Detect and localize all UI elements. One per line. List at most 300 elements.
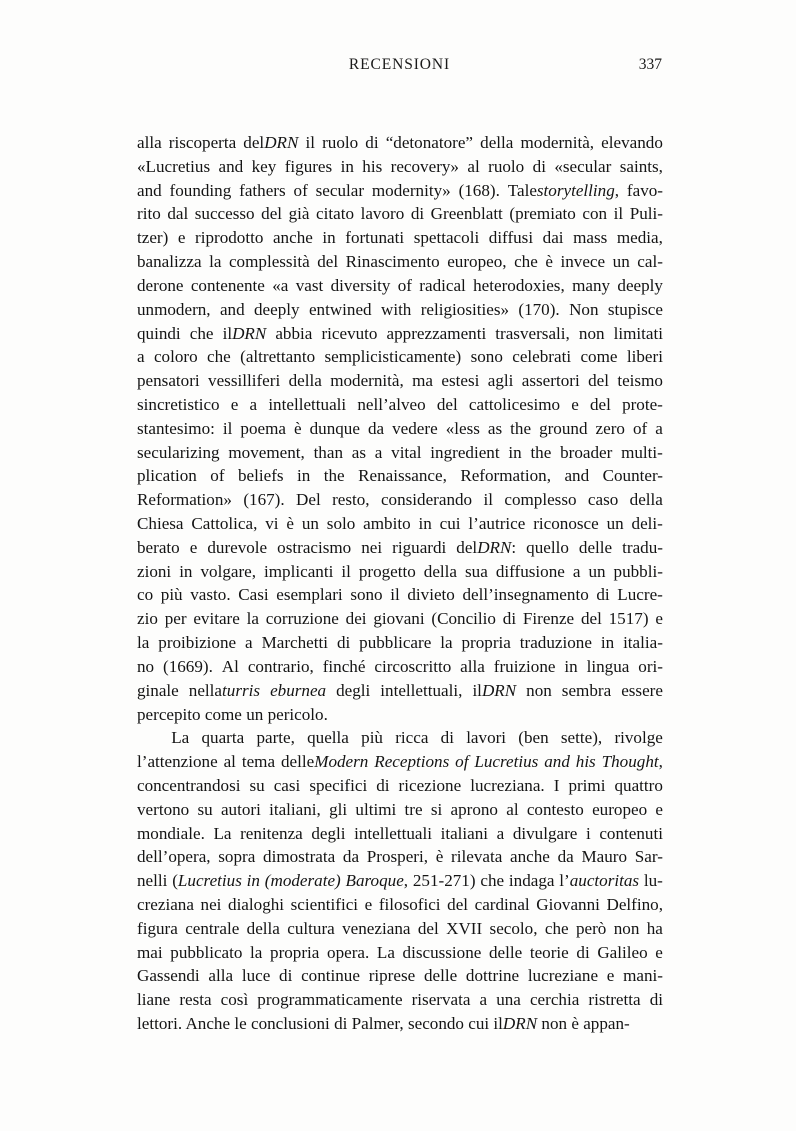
text-run: continue (301, 966, 360, 986)
text-run: degli (336, 680, 371, 700)
text-run: si (430, 799, 443, 819)
text-line (137, 750, 663, 774)
text-run: sincretistico (137, 394, 220, 414)
italic-term: auctoritas (569, 871, 640, 891)
text-run: e (230, 394, 239, 414)
italic-term: Lucretius (474, 752, 539, 772)
text-run: (167). (243, 490, 285, 510)
text-run: un (606, 514, 624, 533)
text-run: Cattolica, (191, 514, 258, 533)
text-run: con (582, 204, 608, 224)
body-text-block (137, 131, 663, 1036)
text-run: ristretta (588, 990, 641, 1010)
text-run: and (218, 156, 244, 176)
text-run: renitenza (240, 823, 303, 843)
text-run: riconosce (533, 514, 599, 533)
text-run: durevole (207, 537, 268, 557)
text-run: di (502, 609, 517, 629)
text-run: citato (316, 204, 355, 224)
text-run: secularizing (137, 442, 220, 462)
text-run: celebrati (512, 347, 572, 367)
text-run: rito (137, 204, 161, 224)
text-run: solo (326, 514, 356, 533)
text-run: in (418, 514, 432, 533)
text-run: e (177, 228, 186, 248)
text-run: Gassendi (137, 966, 200, 986)
italic-term: and (544, 752, 570, 772)
text-run: ricca (395, 728, 429, 748)
text-run: (altrettanto (240, 347, 316, 367)
text-run: il (305, 133, 315, 152)
text-run: a (137, 347, 145, 367)
text-run: modernity» (371, 180, 451, 200)
text-run: Galileo (597, 942, 648, 962)
text-run: with (380, 299, 412, 319)
italic-term: DRN (481, 680, 517, 700)
text-run: della (288, 371, 322, 391)
text-run: and (137, 180, 162, 200)
text-run: dell’insegnamento (462, 585, 589, 605)
text-run: the (323, 466, 345, 486)
text-run: il (222, 418, 233, 438)
text-run: e (655, 799, 663, 819)
text-line (137, 822, 663, 846)
text-run (544, 750, 570, 774)
text-run: di (279, 966, 293, 986)
text-run: a (479, 990, 488, 1010)
text-run: non (526, 680, 552, 700)
text-run: Baroque, (345, 871, 409, 891)
text-run: parte, (256, 728, 295, 748)
text-run: creziana (137, 895, 194, 914)
text-run: più (361, 728, 383, 748)
text-run: (170). (518, 299, 560, 319)
text-run: Firenze (522, 609, 575, 629)
text-run: il (483, 490, 493, 510)
text-run: da (557, 847, 574, 867)
text-run: che (207, 347, 231, 367)
text-run: lavoro (360, 204, 405, 224)
text-run: indaga (508, 871, 555, 891)
text-run: evitare (193, 609, 240, 629)
text-run: cal- (637, 252, 663, 272)
text-run: (Concilio (431, 609, 496, 629)
text-run: gli (329, 799, 348, 819)
text-run: la (250, 942, 263, 962)
italic-term: eburnea (270, 680, 327, 700)
text-line (137, 893, 663, 917)
text-run: e (189, 537, 198, 557)
text-run: pubblicato (170, 942, 243, 962)
text-run: Reformation» (137, 490, 232, 510)
text-line (137, 512, 663, 536)
text-line (137, 536, 663, 560)
text-run: di (440, 728, 454, 748)
text-run: al (506, 799, 519, 819)
text-run: vessilliferi (208, 371, 281, 391)
text-run: quello (526, 537, 569, 557)
text-line: percepito come un pericolo. (137, 704, 328, 724)
text-run: pubblicare (359, 633, 432, 653)
text-run: la (209, 252, 222, 272)
text-run: a (249, 394, 258, 414)
italic-term: DRN (502, 1014, 538, 1034)
text-run: la (440, 633, 453, 653)
text-run: un (612, 252, 630, 272)
text-run: deli- (631, 514, 663, 533)
text-run: ilDRN (472, 680, 517, 700)
text-run: che (544, 918, 569, 938)
text-run: l’attenzione (137, 752, 218, 772)
text-run: filosofici (378, 895, 441, 914)
text-run: zero (595, 418, 625, 438)
text-run: cultura (287, 918, 335, 938)
text-run: media, (616, 228, 663, 248)
running-head (137, 56, 662, 78)
text-run: europeo (592, 799, 648, 819)
text-run: Lucre- (617, 585, 663, 605)
text-run: Delfino, (606, 895, 663, 914)
text-run: in (564, 656, 578, 676)
text-line: lettori. Anche le conclusioni di Palmer, secondo cui ilDRN non è appan- (137, 1014, 630, 1034)
text-run: mondiale. (137, 823, 205, 843)
text-run: zio (137, 609, 158, 629)
text-run: dottrine (465, 966, 520, 986)
text-run: La (171, 728, 190, 748)
text-line (137, 679, 663, 703)
text-run: stantesimo: (137, 418, 215, 438)
text-run: propria (270, 942, 320, 962)
text-run: entwined (308, 299, 372, 319)
text-run: del (417, 918, 439, 938)
text-run: cui (439, 514, 461, 533)
text-run: abbia (275, 323, 313, 343)
text-run: founding (169, 180, 232, 200)
text-run: intellettuali (268, 394, 347, 414)
text-run: veneziana (342, 918, 411, 938)
text-run: liane (137, 990, 171, 1010)
text-run: multi- (621, 442, 663, 462)
text-run (474, 750, 538, 774)
text-run: l’autrice (468, 514, 526, 533)
text-run: Greenblatt (430, 204, 503, 224)
text-run: complesso (504, 490, 577, 510)
text-line (137, 131, 663, 155)
text-run: «Lucretius (137, 156, 211, 176)
text-run: Non (569, 299, 599, 319)
text-run: complessità (228, 252, 310, 272)
text-run (576, 750, 596, 774)
italic-term: Modern (314, 752, 369, 772)
italic-term: Lucretius (177, 871, 242, 891)
text-run: Marchetti (261, 633, 329, 653)
text-run: e (655, 942, 663, 962)
text-run: di (410, 204, 425, 224)
text-run: a (245, 633, 253, 653)
text-line (137, 798, 663, 822)
text-run: ultimi (355, 799, 397, 819)
text-run: «less (445, 418, 480, 438)
text-run: recovery» (390, 156, 459, 176)
text-run: lucreziane (527, 966, 599, 986)
text-run: del (261, 204, 283, 224)
text-run: cattolicesimo (468, 394, 561, 414)
text-run: luce (241, 966, 271, 986)
text-line (137, 964, 663, 988)
text-run: teismo (617, 371, 663, 391)
text-run: liberi (626, 347, 663, 367)
text-run: La (213, 823, 232, 843)
text-run: l’auctoritas (559, 871, 640, 891)
text-run: of (293, 180, 308, 200)
text-line (137, 488, 663, 512)
text-run (265, 869, 341, 893)
text-run: alla (208, 966, 234, 986)
text-run: su (197, 799, 213, 819)
text-run: dunque (309, 418, 360, 438)
italic-term: DRN (477, 537, 512, 557)
text-run: specifici (309, 775, 368, 795)
text-run: limitati (613, 323, 663, 343)
text-run: delle (578, 537, 613, 557)
text-run: Prosperi, (366, 847, 429, 867)
text-run (270, 679, 326, 703)
text-run: che (480, 871, 505, 891)
text-run: degli (311, 823, 346, 843)
text-run: favo- (626, 180, 663, 200)
text-run: finché (322, 656, 366, 676)
text-run: his (362, 156, 383, 176)
text-run: sembra (561, 680, 612, 700)
text-run: vertono (137, 799, 190, 819)
text-run: unmodern, (137, 299, 211, 319)
text-run: di (336, 633, 351, 653)
text-line (137, 179, 663, 203)
text-run: di (376, 775, 390, 795)
text-run: una (496, 990, 521, 1010)
text-run: ruolo (322, 133, 359, 152)
text-run: elevando (601, 133, 663, 152)
text-run: del (590, 394, 611, 414)
text-run: della (423, 561, 458, 581)
text-run: contenente (190, 275, 265, 295)
text-run: di (532, 156, 546, 176)
text-run: and (564, 466, 590, 486)
text-run: Chiesa (137, 514, 184, 533)
text-run: in (340, 156, 354, 176)
text-line (137, 202, 663, 226)
text-run: (Lucretius (172, 871, 242, 891)
text-run: contenuti (599, 823, 663, 843)
text-run: Rinascimento (345, 252, 440, 272)
text-run: mai (137, 942, 163, 962)
text-run: volgare, (200, 561, 257, 581)
text-run: è (286, 514, 294, 533)
text-run: divieto (407, 585, 455, 605)
text-line (137, 441, 663, 465)
text-run: Thought, (601, 752, 663, 772)
text-run: per (164, 609, 187, 629)
text-run: tre (404, 799, 423, 819)
text-run: «a (272, 275, 289, 295)
text-run: giovani (373, 609, 425, 629)
text-run: quindi (137, 323, 181, 343)
text-run: successo (194, 204, 255, 224)
text-run: modernità, (330, 371, 404, 391)
text-line (137, 417, 663, 441)
text-run: (ben (518, 728, 549, 748)
text-run: propria (461, 633, 511, 653)
text-run: italia- (623, 633, 663, 653)
text-line (137, 464, 663, 488)
text-run: Del (296, 490, 321, 510)
text-run: ricezione (398, 775, 462, 795)
text-run: lingua (586, 656, 630, 676)
text-run: movement, (228, 442, 305, 462)
text-run: un (588, 561, 606, 581)
text-run: figures (284, 156, 333, 176)
text-run (137, 726, 159, 750)
page-number: 337 (638, 56, 662, 73)
text-run: XVII (446, 918, 483, 938)
text-run: quattro (614, 775, 663, 795)
text-run: ingredient (430, 442, 500, 462)
text-run: fruizione (493, 656, 556, 676)
text-run: Sar- (634, 847, 663, 867)
text-run: ha (646, 918, 663, 938)
text-run: the (530, 442, 552, 462)
text-run: intellettuali, (380, 680, 463, 700)
text-run: sua (465, 561, 488, 581)
text-run (455, 750, 468, 774)
text-run: and (219, 299, 245, 319)
italic-term: his (575, 752, 596, 772)
text-run: corruzione (265, 609, 339, 629)
text-line (137, 345, 663, 369)
text-run: essere (621, 680, 663, 700)
text-run: è (294, 418, 302, 438)
text-run: vasto. (190, 585, 231, 605)
text-line (137, 250, 663, 274)
text-run (247, 869, 260, 893)
text-run: La (376, 942, 395, 962)
text-run: della (480, 133, 514, 152)
italic-term: DRN (264, 133, 299, 152)
text-run: contesto (526, 799, 584, 819)
text-run: the (510, 418, 532, 438)
text-run: ostracismo (277, 537, 352, 557)
text-run: berato (137, 537, 180, 557)
text-run: non (613, 918, 640, 938)
text-run: considerando (380, 490, 473, 510)
text-run: e (571, 394, 579, 414)
text-line (137, 655, 663, 679)
text-run: riguardi (392, 537, 447, 557)
text-run: che (189, 323, 214, 343)
text-run: programmaticamente (257, 990, 403, 1010)
text-run: derone (137, 275, 184, 295)
text-run: la (137, 633, 150, 653)
text-run: sono (470, 347, 503, 367)
text-run: già (288, 204, 310, 224)
text-run: many (572, 275, 611, 295)
text-run: la (246, 609, 259, 629)
text-run: riprodotto (195, 228, 264, 248)
text-run: secular (315, 180, 365, 200)
text-line (137, 155, 663, 179)
italic-term: of (455, 752, 469, 772)
text-run: Casi (238, 585, 269, 605)
text-run: as (351, 442, 367, 462)
text-run: delle (423, 966, 458, 986)
text-line (137, 322, 663, 346)
text-run: ori- (638, 656, 663, 676)
text-run: vedere (392, 418, 438, 438)
text-run: il (613, 204, 624, 224)
text-run: diffusione (495, 561, 565, 581)
text-run: dell’opera, (137, 847, 211, 867)
text-line (137, 226, 663, 250)
text-run: implicanti (264, 561, 334, 581)
text-run: quella (307, 728, 349, 748)
text-run: a (496, 823, 505, 843)
text-run: heterodoxies, (473, 275, 565, 295)
text-run: assertori (521, 371, 580, 391)
text-run: nelli (137, 871, 168, 891)
text-run: teorie (529, 942, 569, 962)
text-line (137, 988, 663, 1012)
text-run: lucreziana. (470, 775, 545, 795)
text-run: 1517) (608, 609, 649, 629)
italic-term: turris (222, 680, 261, 700)
text-run: il (341, 561, 351, 581)
text-run: ruolo (488, 156, 525, 176)
text-run: non (578, 323, 605, 343)
text-line (137, 583, 663, 607)
text-run: di (576, 942, 590, 962)
text-run (374, 750, 449, 774)
text-run: e (606, 966, 615, 986)
text-run: proibizione (158, 633, 237, 653)
text-run: plication (137, 466, 197, 486)
text-run: broader (560, 442, 613, 462)
text-run: ilDRN (222, 323, 267, 343)
text-run: italiani, (269, 799, 321, 819)
text-run: del (436, 394, 458, 414)
text-run: «secular (554, 156, 612, 176)
text-run: religiosities» (420, 299, 510, 319)
text-run: un (301, 514, 319, 533)
text-run: lu- (643, 871, 663, 891)
text-run: Renaissance, (358, 466, 447, 486)
text-run: as (487, 418, 503, 438)
text-run: fathers (239, 180, 286, 200)
text-run: pensatori (137, 371, 200, 391)
italic-term: Baroque (345, 871, 404, 891)
text-run: a (572, 561, 581, 581)
text-run: invece (560, 252, 606, 272)
text-run: poema (240, 418, 286, 438)
text-run: Reformation, (460, 466, 551, 486)
text-run: Puli- (629, 204, 663, 224)
text-run: co (137, 585, 154, 605)
text-line (137, 631, 663, 655)
text-line (137, 393, 663, 417)
italic-term: Receptions (374, 752, 450, 772)
italic-term: in (246, 871, 260, 891)
text-run: opera. (327, 942, 370, 962)
text-run: 251-271) (412, 871, 476, 891)
